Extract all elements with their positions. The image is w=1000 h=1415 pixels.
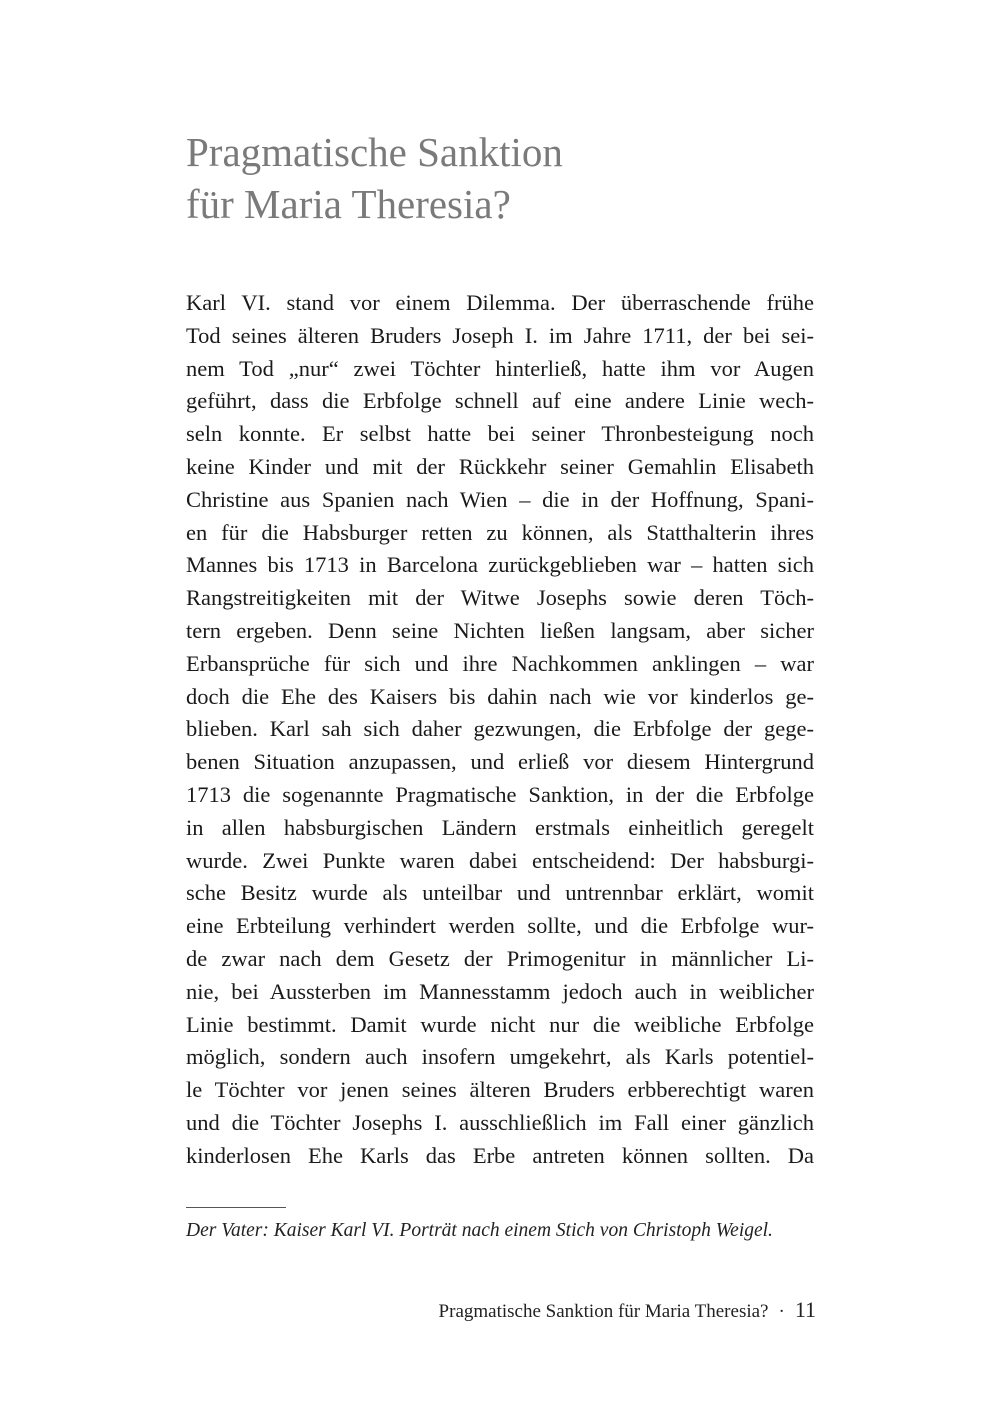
body-line: Erbansprüche für sich und ihre Nachkommen anklingen – war: [186, 650, 814, 676]
body-line: tern ergeben. Denn seine Nichten ließen langsam, aber sicher: [186, 617, 814, 643]
chapter-title-line-1: Pragmatische Sanktion: [186, 129, 563, 175]
chapter-title-line-2: für Maria Theresia?: [186, 181, 511, 227]
footnote-rule: [186, 1207, 286, 1208]
body-line: nem Tod „nur“ zwei Töchter hinterließ, hatte ihm vor Augen: [186, 355, 814, 381]
body-line: Linie bestimmt. Damit wurde nicht nur die weibliche Erbfolge: [186, 1011, 814, 1037]
body-line: kinderlosen Ehe Karls das Erbe antreten können sollten. Da: [186, 1142, 814, 1168]
body-line: doch die Ehe des Kaisers bis dahin nach wie vor kinderlos ge-: [186, 683, 814, 709]
body-line: eine Erbteilung verhindert werden sollte, und die Erbfolge wur-: [186, 913, 814, 939]
page-number: 11: [794, 1297, 816, 1322]
body-line: seln konnte. Er selbst hatte bei seiner Thronbesteigung noch: [186, 421, 814, 447]
body-line: Mannes bis 1713 in Barcelona zurückgeblieben war – hatten sich: [186, 552, 814, 578]
page-footer: [439, 1297, 816, 1325]
body-line: en für die Habsburger retten zu können, als Statthalterin ihres: [186, 519, 814, 545]
body-line: Tod seines älteren Bruders Joseph I. im Jahre 1711, der bei sei-: [186, 322, 814, 348]
chapter-title: [186, 126, 826, 230]
body-line: und die Töchter Josephs I. ausschließlich im Fall einer gänzlich: [186, 1109, 814, 1135]
body-line: Karl VI. stand vor einem Dilemma. Der überraschende frühe: [186, 290, 814, 315]
body-line: le Töchter vor jenen seines älteren Bruders erbberechtigt waren: [186, 1077, 814, 1103]
body-line: blieben. Karl sah sich daher gezwungen, die Erbfolge der gege-: [186, 716, 814, 742]
body-line: de zwar nach dem Gesetz der Primogenitur in männlicher Li-: [186, 945, 814, 971]
body-line: möglich, sondern auch insofern umgekehrt, als Karls potentiel-: [186, 1044, 814, 1070]
running-title: Pragmatische Sanktion für Maria Theresia?: [438, 1301, 769, 1322]
body-line: wurde. Zwei Punkte waren dabei entscheidend: Der habsburgi-: [186, 847, 814, 873]
body-line: 1713 die sogenannte Pragmatische Sanktion, in der die Erbfolge: [186, 781, 814, 807]
body-line: benen Situation anzupassen, und erließ vor diesem Hintergrund: [186, 749, 814, 775]
body-text: [186, 287, 814, 1173]
footer-separator: ·: [778, 1301, 785, 1322]
body-line: Rangstreitigkeiten mit der Witwe Josephs sowie deren Töch-: [186, 585, 814, 611]
body-line: nie, bei Aussterben im Mannesstamm jedoch auch in weiblicher: [186, 978, 814, 1004]
body-line: Christine aus Spanien nach Wien – die in der Hoffnung, Spani-: [186, 486, 814, 512]
body-line: keine Kinder und mit der Rückkehr seiner Gemahlin Elisabeth: [186, 453, 814, 479]
body-line: sche Besitz wurde als unteilbar und untrennbar erklärt, womit: [186, 880, 814, 906]
body-line: geführt, dass die Erbfolge schnell auf eine andere Linie wech-: [186, 388, 814, 414]
body-line: in allen habsburgischen Ländern erstmals einheitlich geregelt: [186, 814, 814, 840]
image-caption: Der Vater: Kaiser Karl VI. Porträt nach einem Stich von Christoph Weigel.: [186, 1220, 773, 1241]
